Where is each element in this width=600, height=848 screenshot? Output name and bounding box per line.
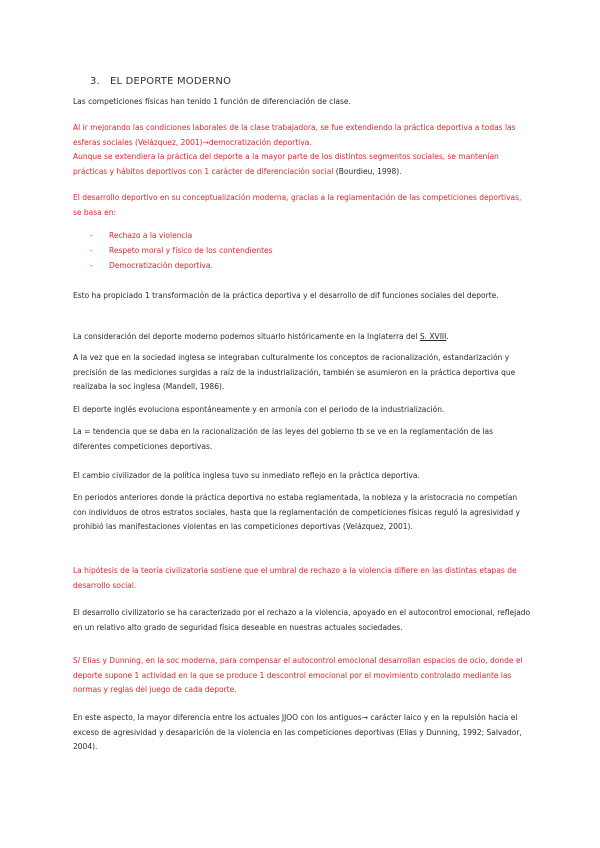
paragraph-4: Esto ha propiciado 1 transformación de la práctica deportiva y el desarrollo de dif funciones sociales del deporte. [73, 291, 499, 300]
paragraph-2a: Al ir mejorando las condiciones laborales de la clase trabajadora, se fue extendiendo la práctica deportiva a todas las esferas sociales (Velázquez, 2001)→democratización deportiva. [73, 123, 516, 147]
paragraph-13: S/ Elias y Dunning, en la soc moderna, para compensar el autocontrol emocional desarrollan espacios de ocio, donde el deporte supone 1 actividad en la que se produce 1 descontrol emocional por el movimiento controlado mediante las normas y reglas del juego de cada deporte. [73, 656, 523, 695]
paragraph-2b-citation: (Bourdieu, 1998). [333, 166, 402, 176]
paragraph-3: El desarrollo deportivo en su conceptualización moderna, gracias a la reglamentación de las competiciones deportivas, se basa en: [73, 193, 522, 217]
list-item: - Rechazo a la violencia [90, 231, 193, 240]
paragraph-14: En este aspecto, la mayor diferencia entre los actuales JJOO con los antiguos→ carácter laico y en la repulsión hacia el exceso de agresividad y desaparición de la violencia en las competiciones deportivas (Elias y Dunning, 1992; Salvador, 2004). [73, 713, 522, 752]
list-item: - Respeto moral y físico de los contendientes [90, 245, 273, 255]
paragraph-7: El deporte inglés evoluciona espontáneamente y en armonía con el periodo de la industrialización. [73, 405, 445, 414]
paragraph-8: La = tendencia que se daba en la racionalización de las leyes del gobierno tb se ve en la reglamentación de las diferentes competiciones deportivas. [73, 427, 494, 451]
paragraph-2b-red: Aunque se extendiera la práctica del deporte a la mayor parte de los distintos segmentos sociales, se mantenían prácticas y hábitos deportivos con 1 carácter de diferenciación social [73, 152, 499, 176]
paragraph-9: El cambio civilizador de la política inglesa tuvo su inmediato reflejo en la práctica deportiva. [73, 471, 420, 480]
century-underlined: S. XVIII [419, 332, 447, 341]
paragraph-10: En periodos anteriores donde la práctica deportiva no estaba reglamentada, la nobleza y la aristocracia no competían con individuos de otros estratos sociales, hasta que la reglamentación de competiciones físicas reguló la agresividad y prohibió las manifestaciones violentas en las competiciones deportivas (Velázquez, 2001). [73, 493, 520, 532]
bullet-list [73, 229, 513, 273]
section-title: EL DEPORTE MODERNO [109, 76, 232, 87]
paragraph-6: A la vez que en la sociedad inglesa se integraban culturalmente los conceptos de racionalización, estandarización y precisión de las mediciones surgidas a raíz de la industrialización, también se asumieron en la práctica deportiva que realizaba la soc inglesa (Mandell, 1986). [73, 353, 516, 392]
paragraph-11: La hipótesis de la teoría civilizatoria sostiene que el umbral de rechazo a la violencia difiere en las distintas etapas de desarrollo social. [73, 566, 517, 590]
section-heading [90, 76, 231, 87]
paragraph-12: El desarrollo civilizatorio se ha caracterizado por el rechazo a la violencia, apoyado en el autocontrol emocional, reflejado en un relativo alto grado de seguridad física deseable en nuestras actuales sociedades. [73, 608, 531, 632]
section-number: 3. [90, 76, 100, 87]
paragraph-2b [73, 150, 531, 179]
list-item: - Democratización deportiva. [90, 260, 213, 270]
paragraph-5: La consideración del deporte moderno podemos situarlo históricamente en la Inglaterra del S. XVIII. [73, 332, 449, 341]
paragraph-1: Las competiciones físicas han tenido 1 función de diferenciación de clase. [73, 97, 351, 106]
